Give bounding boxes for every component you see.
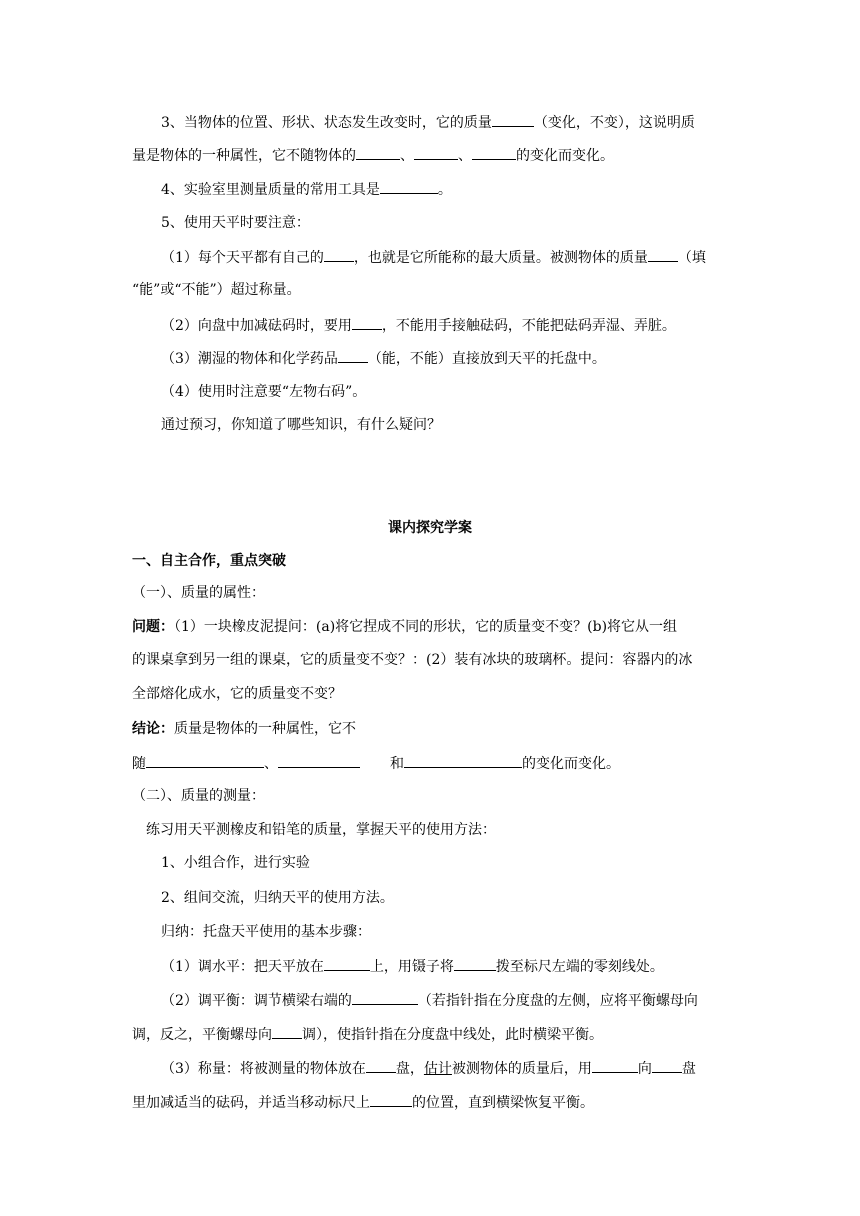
blank	[370, 1092, 412, 1107]
blank	[404, 753, 522, 768]
blank	[592, 1058, 638, 1073]
text: 上，用镊子将	[369, 959, 454, 975]
pre-q5: 5、使用天平时要注意：	[161, 215, 310, 231]
text: 被测物体的质量后，用	[451, 1061, 592, 1077]
text: 的变化而变化。	[522, 756, 620, 772]
part2-heading: （二）、质量的测量：	[132, 788, 265, 804]
blank	[324, 956, 370, 971]
text: （3）称量：将被测量的物体放在	[161, 1061, 366, 1077]
pre-review: 通过预习，你知道了哪些知识，有什么疑问？	[161, 417, 441, 433]
text: （1）调水平：把天平放在	[161, 959, 324, 975]
blank	[380, 179, 438, 194]
text: 4、实验室里测量质量的常用工具是	[161, 182, 380, 198]
blank	[648, 247, 678, 262]
step2: 2、组间交流，归纳天平的使用方法。	[161, 890, 394, 906]
text: 的变化而变化。	[516, 148, 614, 164]
blank	[272, 1024, 302, 1039]
step-s3-line1	[161, 1058, 696, 1079]
blank	[454, 956, 496, 971]
step-s1	[161, 956, 664, 977]
conclusion-line1	[132, 719, 356, 739]
question-line1	[132, 617, 677, 637]
section-heading: 一、自主合作，重点突破	[132, 553, 286, 569]
pre-q5-3	[161, 348, 606, 369]
summary: 归纳：托盘天平使用的基本步骤：	[161, 924, 371, 940]
pre-q5-1-line1	[161, 247, 706, 268]
blank	[366, 1058, 396, 1073]
text: 和	[390, 756, 404, 772]
blank	[472, 145, 516, 160]
blank	[356, 145, 400, 160]
blank	[338, 348, 368, 363]
blank	[492, 112, 534, 127]
text: 质量是物体的一种属性，它不	[174, 721, 356, 737]
part1-heading: （一）、质量的属性：	[132, 585, 265, 601]
text: （能，不能）直接放到天平的托盘中。	[367, 351, 606, 367]
text: （1）每个天平都有自己的	[161, 250, 324, 266]
pre-q3-line2	[132, 145, 614, 166]
blank	[146, 753, 264, 768]
text: 量是物体的一种属性，它不随物体的	[132, 148, 356, 164]
step-s3-line2	[132, 1092, 594, 1113]
text: 里加减适当的砝码，并适当移动标尺上	[132, 1095, 370, 1111]
practice-text: 练习用天平测橡皮和铅笔的质量，掌握天平的使用方法：	[146, 822, 496, 838]
blank	[414, 145, 458, 160]
question-line3: 全部熔化成水，它的质量变不变？	[132, 686, 342, 702]
text: （1）一块橡皮泥提问：(a)将它捏成不同的形状，它的质量变不变？(b)将它从一组	[174, 619, 678, 635]
pre-q3-line1	[161, 112, 695, 133]
section-title: 课内探究学案	[388, 520, 472, 536]
blank	[352, 315, 382, 330]
blank	[652, 1058, 682, 1073]
underlined-text: 估计	[423, 1061, 452, 1077]
text: ，也就是它所能称的最大质量。被测物体的质量	[353, 250, 648, 266]
text: （2）向盘中加减砝码时，要用	[161, 318, 352, 334]
blank	[352, 990, 418, 1005]
blank	[278, 753, 360, 768]
text: （填	[677, 250, 706, 266]
question-label: 问题：	[132, 619, 174, 635]
step-s2-line2	[132, 1024, 603, 1045]
text: 3、当物体的位置、形状、状态发生改变时，它的质量	[161, 115, 492, 131]
text: 。	[437, 182, 452, 198]
text: 盘，	[395, 1061, 424, 1077]
text: （2）调平衡：调节横梁右端的	[161, 993, 352, 1009]
text: 、	[458, 148, 472, 164]
text: 的位置，直到横梁恢复平衡。	[412, 1095, 594, 1111]
pre-q5-2	[161, 315, 676, 336]
text: 、	[400, 148, 414, 164]
text: 盘	[681, 1061, 696, 1077]
question-line2: 的课桌拿到另一组的课桌，它的质量变不变？：(2）装有冰块的玻璃杯。提问：容器内的冰	[132, 652, 693, 668]
text: 拨至标尺左端的零刻线处。	[495, 959, 664, 975]
text: （变化，不变），这说明质	[533, 115, 695, 131]
text: 调），使指针指在分度盘中线处，此时横梁平衡。	[302, 1027, 603, 1043]
text: 向	[637, 1061, 652, 1077]
text: （3）潮湿的物体和化学药品	[161, 351, 338, 367]
text: （若指针指在分度盘的左侧，应将平衡螺母向	[417, 993, 698, 1009]
text: ，不能用手接触砝码，不能把砝码弄湿、弄脏。	[381, 318, 676, 334]
step-s2-line1	[161, 990, 698, 1011]
blank	[324, 247, 354, 262]
text: 随	[132, 756, 146, 772]
text: 、	[264, 756, 278, 772]
pre-q5-1-line2: “能”或“不能”）超过称量。	[132, 282, 301, 298]
pre-q5-4: （4）使用时注意要“左物右码”。	[161, 384, 367, 400]
text: 调，反之，平衡螺母向	[132, 1027, 272, 1043]
pre-q4	[161, 179, 452, 200]
conclusion-label: 结论：	[132, 721, 174, 737]
conclusion-line2	[132, 753, 620, 774]
step1: 1、小组合作，进行实验	[161, 855, 310, 871]
